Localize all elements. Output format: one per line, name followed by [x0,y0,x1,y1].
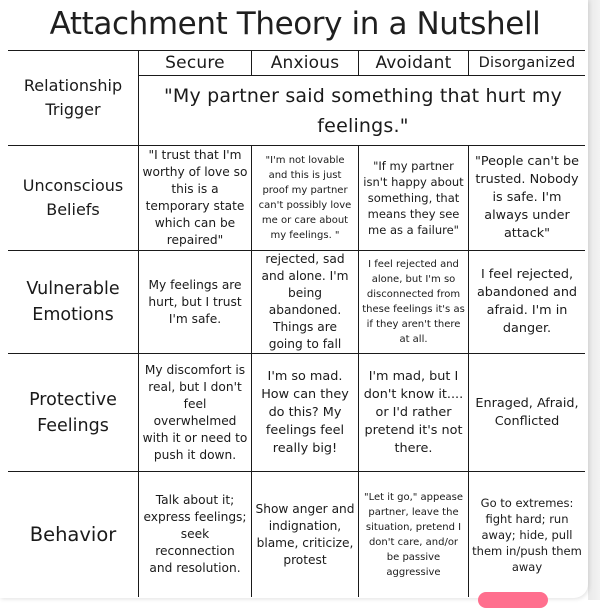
column-header-anxious: Anxious [270,53,340,73]
cell-anxious-emotions: rejected, sad and alone. I'm being abandoned. Things are going to fall [261,252,349,351]
cell-disorganized-behavior: Go to extremes: fight hard; run away; hide, pull them in/push them away [472,495,582,574]
page-title: Attachment Theory in a Nutshell [49,6,541,42]
cell-secure-protective: My discomfort is real, but I don't feel overwhelmed with it or need to push it down. [142,362,248,462]
row-label-relationship-trigger: Relationship Trigger [23,76,123,119]
row-label-behavior: Behavior [29,522,117,546]
row-label-unconscious-beliefs: Unconscious Beliefs [22,176,124,219]
row-label-protective-feelings: Protective Feelings [29,389,117,436]
cell-avoidant-emotions: I feel rejected and alone, but I'm so disconnected from these feelings it's as if they aren't there at all. [362,259,465,345]
row-label-vulnerable-emotions: Vulnerable Emotions [26,279,120,325]
attachment-table [8,50,585,597]
column-header-avoidant: Avoidant [375,53,452,73]
cell-disorganized-emotions: I feel rejected, abandoned and afraid. I'm in danger. [476,267,578,336]
column-header-disorganized: Disorganized [478,55,576,71]
cell-disorganized-protective: Enraged, Afraid, Conflicted [475,395,579,429]
cell-secure-emotions: My feelings are hurt, but I trust I'm safe. [148,277,242,326]
background-edge [588,0,600,600]
cell-avoidant-protective: I'm mad, but I don't know it.... or I'd rather pretend it's not there. [363,368,464,456]
cell-anxious-beliefs: "I'm not lovable and this is just proof my partner can't possibly love me or care about my feelings. " [258,155,352,241]
cell-disorganized-beliefs: "People can't be trusted. Nobody is safe. I'm always under attack" [474,154,580,241]
cell-secure-beliefs: "I trust that I'm worthy of love so this is a temporary state which can be repaired" [142,148,248,247]
brand-mark [478,592,548,608]
cell-avoidant-behavior: "Let it go," appease partner, leave the situation, pretend I don't care, and/or be passive aggressive [363,491,463,578]
cell-avoidant-beliefs: "If my partner isn't happy about something, that means they see me as a failure" [363,159,464,237]
cell-secure-behavior: Talk about it; express feelings; seek reconnection and resolution. [143,493,247,575]
cell-anxious-behavior: Show anger and indignation, blame, criticize, protest [255,501,355,567]
column-header-secure: Secure [165,53,225,73]
trigger-statement: "My partner said something that hurt my feelings." [163,84,563,137]
cell-anxious-protective: I'm so mad. How can they do this? My feelings feel really big! [261,368,349,456]
